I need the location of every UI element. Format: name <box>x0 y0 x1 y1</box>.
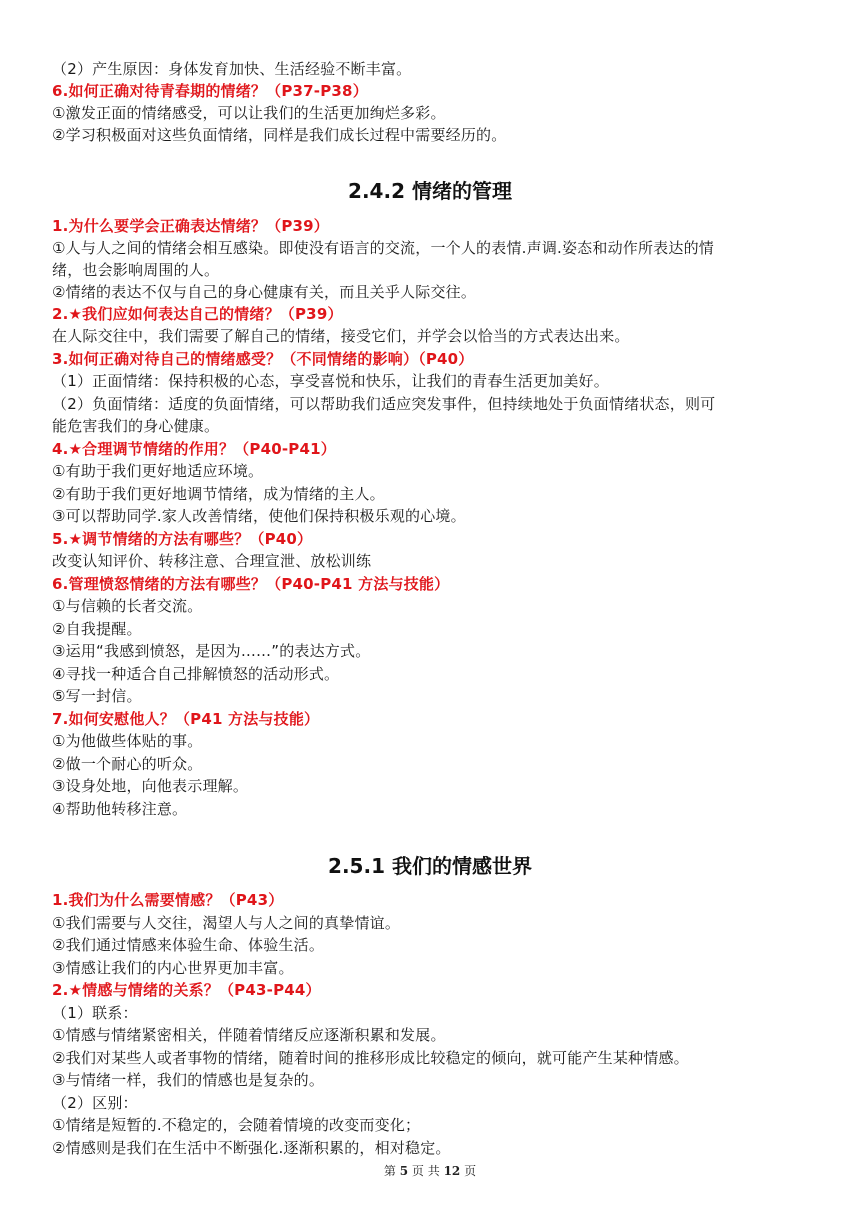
page-total: 12 <box>443 1164 461 1178</box>
footer-mid: 页 共 <box>411 1164 440 1178</box>
text-line: ③与情绪一样，我们的情感也是复杂的。 <box>52 1071 325 1089</box>
text-line: ①情绪是短暂的.不稳定的，会随着情境的改变而变化； <box>52 1116 421 1134</box>
question-heading: 5.★调节情绪的方法有哪些？（P40） <box>52 530 313 548</box>
text-line: ①为他做些体贴的事。 <box>52 732 203 750</box>
text-line: 能危害我们的身心健康。 <box>52 417 220 435</box>
text-line: ①我们需要与人交往，渴望人与人之间的真挚情谊。 <box>52 914 401 932</box>
question-heading: 6.管理愤怒情绪的方法有哪些？（P40-P41 方法与技能） <box>52 575 450 593</box>
text-line: ②我们通过情感来体验生命、体验生活。 <box>52 936 325 954</box>
text-line: 改变认知评价、转移注意、合理宣泄、放松训练 <box>52 552 372 570</box>
page-footer <box>0 1162 860 1179</box>
text-line: ②学习积极面对这些负面情绪，同样是我们成长过程中需要经历的。 <box>52 126 507 144</box>
text-line: ①人与人之间的情绪会相互感染。即使没有语言的交流，一个人的表情.声调.姿态和动作所表达的情 <box>52 239 714 257</box>
text-line: （1）联系： <box>52 1004 138 1022</box>
text-line: ②自我提醒。 <box>52 620 142 638</box>
text-line: ①情感与情绪紧密相关，伴随着情绪反应逐渐积累和发展。 <box>52 1026 446 1044</box>
text-line: （1）正面情绪：保持积极的心态，享受喜悦和快乐，让我们的青春生活更加美好。 <box>52 372 609 390</box>
footer-prefix: 第 <box>383 1164 396 1178</box>
text-line: 在人际交往中，我们需要了解自己的情绪，接受它们，并学会以恰当的方式表达出来。 <box>52 327 630 345</box>
footer-suffix: 页 <box>464 1164 477 1178</box>
text-line: （2）区别： <box>52 1094 138 1112</box>
text-line: ②我们对某些人或者事物的情绪，随着时间的推移形成比较稳定的倾向，就可能产生某种情感。 <box>52 1049 689 1067</box>
text-line: ③可以帮助同学.家人改善情绪，使他们保持积极乐观的心境。 <box>52 507 466 525</box>
text-line: ②情感则是我们在生活中不断强化.逐渐积累的，相对稳定。 <box>52 1139 451 1157</box>
question-heading: 6.如何正确对待青春期的情绪？（P37-P38） <box>52 82 368 100</box>
text-line: ③情感让我们的内心世界更加丰富。 <box>52 959 294 977</box>
text-line: ②有助于我们更好地调节情绪，成为情绪的主人。 <box>52 485 385 503</box>
text-line: ②情绪的表达不仅与自己的身心健康有关，而且关乎人际交往。 <box>52 283 477 301</box>
section-title: 2.4.2 情绪的管理 <box>348 179 512 203</box>
text-line: ③设身处地，向他表示理解。 <box>52 777 249 795</box>
question-heading: 1.为什么要学会正确表达情绪？（P39） <box>52 217 330 235</box>
text-line: ①有助于我们更好地适应环境。 <box>52 462 264 480</box>
question-heading: 7.如何安慰他人？（P41 方法与技能） <box>52 710 320 728</box>
text-line: （2）负面情绪：适度的负面情绪，可以帮助我们适应突发事件，但持续地处于负面情绪状态，则可 <box>52 395 716 413</box>
section-title: 2.5.1 我们的情感世界 <box>328 854 532 878</box>
question-heading: 2.★情感与情绪的关系？（P43-P44） <box>52 981 321 999</box>
question-heading: 2.★我们应如何表达自己的情绪？（P39） <box>52 305 343 323</box>
page-number: 5 <box>399 1164 409 1178</box>
text-line: 绪，也会影响周围的人。 <box>52 261 220 279</box>
text-line: ②做一个耐心的听众。 <box>52 755 203 773</box>
text-line: ①与信赖的长者交流。 <box>52 597 203 615</box>
question-heading: 4.★合理调节情绪的作用？（P40-P41） <box>52 440 336 458</box>
text-line: ①激发正面的情绪感受，可以让我们的生活更加绚烂多彩。 <box>52 104 446 122</box>
text-line: （2）产生原因：身体发育加快、生活经验不断丰富。 <box>52 60 412 78</box>
text-line: ⑤写一封信。 <box>52 687 142 705</box>
text-line: ④寻找一种适合自己排解愤怒的活动形式。 <box>52 665 340 683</box>
question-heading: 1.我们为什么需要情感？（P43） <box>52 891 284 909</box>
question-heading: 3.如何正确对待自己的情绪感受？（不同情绪的影响）（P40） <box>52 350 474 368</box>
text-line: ③运用“我感到愤怒，是因为……”的表达方式。 <box>52 642 371 660</box>
text-line: ④帮助他转移注意。 <box>52 800 188 818</box>
